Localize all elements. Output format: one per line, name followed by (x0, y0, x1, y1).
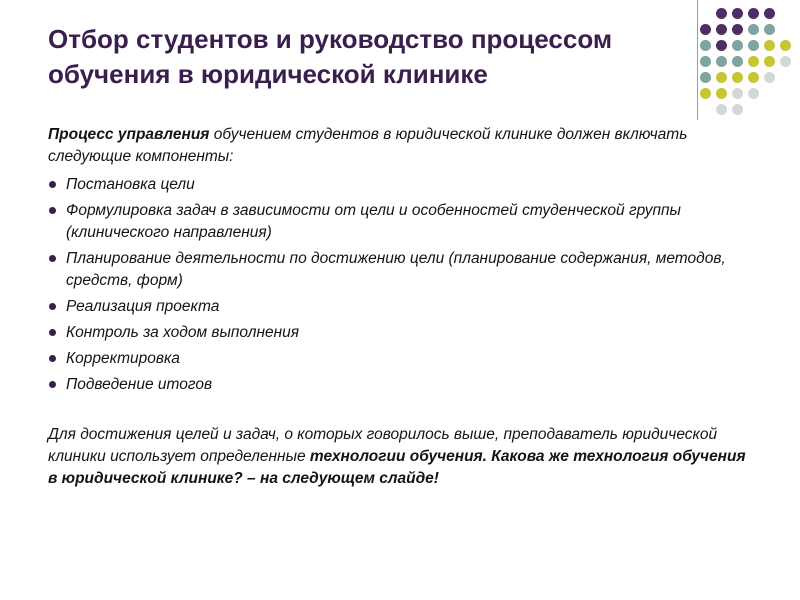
decorative-dot-icon (716, 88, 727, 99)
intro-rest: обучением студентов в юридической клинике должен включать следующие компоненты: (48, 126, 688, 165)
bullet-dot-icon (49, 381, 56, 388)
bullet-dot-icon (49, 207, 56, 214)
slide-title (48, 22, 688, 92)
decorative-dot-icon (748, 88, 759, 99)
decorative-dot-icon (700, 72, 711, 83)
closing-paragraph (48, 424, 748, 490)
list-item-text: Корректировка (66, 350, 180, 367)
closing-bold-term: технологии обучения. (309, 448, 487, 465)
decorative-dot-icon (700, 88, 711, 99)
decorative-dot-icon (732, 40, 743, 51)
list-item-text: Постановка цели (66, 176, 195, 193)
decorative-dot-icon (764, 24, 775, 35)
closing-plain: Для достижения целей и задач, о которых говорилось выше, преподаватель юридической клиники использует определенные (48, 426, 718, 465)
bullet-dot-icon (49, 329, 56, 336)
decorative-dot-icon (732, 56, 743, 67)
decorative-dot-icon (732, 72, 743, 83)
decorative-dot-icon (764, 8, 775, 19)
list-item (48, 348, 748, 370)
list-item-text: Планирование деятельности по достижению цели (планирование содержания, методов, средств, форм) (66, 250, 726, 289)
components-list (48, 174, 748, 396)
intro-paragraph (48, 124, 748, 168)
decorative-dot-icon (780, 56, 791, 67)
bullet-dot-icon (49, 303, 56, 310)
decorative-dot-icon (716, 24, 727, 35)
bullet-dot-icon (49, 181, 56, 188)
slide-title-line-1: Отбор студентов и руководство процессом (48, 24, 613, 54)
decorative-dot-icon (780, 40, 791, 51)
decorative-dot-icon (716, 56, 727, 67)
slide-body (48, 124, 748, 490)
bullet-dot-icon (49, 255, 56, 262)
decorative-vertical-rule (697, 0, 698, 120)
decorative-dot-grid (700, 8, 800, 130)
slide-title-line-2: обучения в юридической клинике (48, 59, 488, 89)
decorative-dot-icon (700, 24, 711, 35)
decorative-dot-icon (716, 72, 727, 83)
decorative-dot-icon (748, 24, 759, 35)
list-item-text: Реализация проекта (66, 298, 220, 315)
list-item (48, 374, 748, 396)
list-item (48, 248, 748, 292)
decorative-dot-icon (764, 72, 775, 83)
decorative-dot-icon (748, 56, 759, 67)
decorative-dot-icon (700, 56, 711, 67)
decorative-dot-icon (732, 104, 743, 115)
list-item-text: Подведение итогов (66, 376, 213, 393)
decorative-dot-icon (732, 24, 743, 35)
intro-bold: Процесс управления (48, 126, 210, 143)
bullet-dot-icon (49, 355, 56, 362)
decorative-dot-icon (748, 72, 759, 83)
decorative-dot-icon (748, 8, 759, 19)
decorative-dot-icon (716, 40, 727, 51)
closing-bold-question: Какова же технология обучения в юридической клинике? – на следующем слайде! (48, 448, 746, 487)
list-item-text: Контроль за ходом выполнения (66, 324, 300, 341)
decorative-dot-icon (716, 8, 727, 19)
list-item (48, 296, 748, 318)
decorative-dot-icon (732, 8, 743, 19)
list-item (48, 322, 748, 344)
decorative-dot-icon (764, 56, 775, 67)
list-item (48, 200, 748, 244)
decorative-dot-icon (700, 40, 711, 51)
decorative-dot-icon (716, 104, 727, 115)
decorative-dot-icon (764, 40, 775, 51)
decorative-dot-icon (748, 40, 759, 51)
list-item-text: Формулировка задач в зависимости от цели и особенностей студенческой группы (клинического направления) (66, 202, 681, 241)
decorative-dot-icon (732, 88, 743, 99)
list-item (48, 174, 748, 196)
